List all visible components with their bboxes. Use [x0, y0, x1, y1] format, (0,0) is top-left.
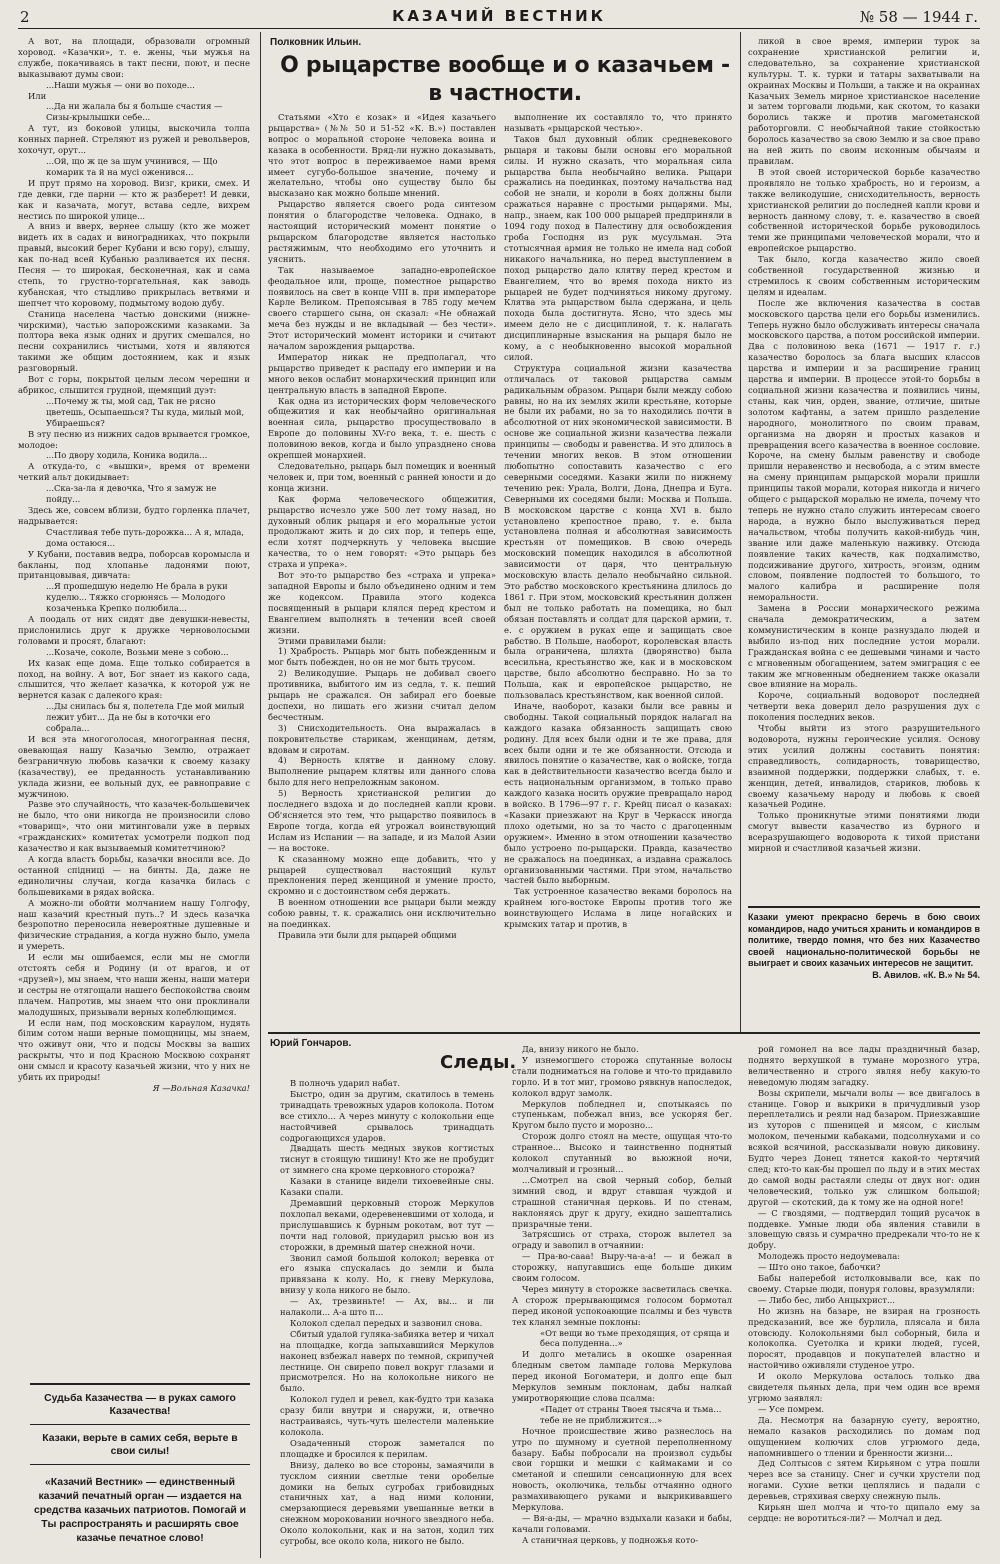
paragraph: Император никак не предполагал, что рыцарство приведет к распаду его империи и на много веков ослабит монархический принцип или центральную власть в западной Европе. — [268, 351, 496, 395]
paragraph: — Што оно такое, бабочки? — [758, 1262, 881, 1273]
paragraph: рой гомонел на все лады праздничный базар, поднято верхушкой в тумане морозного утра, величественно и строго являя небу какую-то неведомую людям загадку. — [748, 1044, 980, 1087]
paragraph: Рыцарство является своего рода синтезом понятия о благородстве человека. Однако, в настоящий исторический момент понятие о рыцарском благородстве является настолько растяжимым, что необходимо его уточнить и уяснить. — [268, 199, 496, 264]
paragraph: И около Меркулова осталось только два свидетеля пьяных дела, при чем один все время угрюмо заявлял: — [748, 1371, 980, 1403]
paragraph: ...Смотрел на свой черный собор, белый зимний свод, и вдруг ставшая чуждой и страшной станичная церковь. И по стенам, наклоняясь друг к другу, ехидно зашептались призрачные тени. — [512, 1174, 732, 1229]
paragraph: 1) Храбрость. Рыцарь мог быть побежденным и мог быть побежден, но он не мог быть трусом. — [268, 646, 496, 668]
paragraph: И если нам, под московским караулом, нудять бiлим сотом наши верные помощницы, мы знаем, что оживут они, что и подсы Москвы за ваших раскрыты, что и под Красною Москвою сохранят они смысл и красоту казачьей жизни, что у них не убить их природы! — [18, 1017, 250, 1083]
paragraph: Ночное происшествие живо разнеслось на утро по шумному и суетной переполненному базару. Бабы побросали на произвол судьбы свои горшки и мешки с каймаками и со сметаной и спешили сенсационную для всех новость, околючика, тельбы отчаянно одного размахивающего руками и выкрикивавшего Меркулова. — [512, 1425, 732, 1513]
paragraph: Через минуту в сторожке засветилась свечка. А сторож прерывающимся голосом бормотал перед иконой успокоающие псалмы и без чувств тех кланял земные поклоны: — [512, 1283, 732, 1327]
quote-text: Казаки умеют прекрасно беречь в бою своих командиров, надо учиться хранить и командиров в политике, твердо помня, что без них Казачество своей национально-политической борьбы не выиграет и своих казачьих интересов не защитит. — [748, 912, 980, 969]
paragraph: Возы скрипели, мычали волы — все двигалось в станице. Говор и выкрики в причудливый узор переплетались и реяли над базаром. Приезжавшие из хуторов с пшеницей и мясом, с кислым молоком, печеными кабаками, подсолнухами и со всякой всячиной, рассказывали новую диковину. Будто через Донец тянется какой-то чертячий след; кто-то как-бы прошел по льду и в этих местах до самой воды растаяли следы от двух ног: один человеческий, только уж слишком большой; другой — скотский, да к тому же на одной ноге! — [748, 1087, 980, 1207]
paragraph: В полночь ударил набат. — [290, 1078, 401, 1088]
paragraph: Правила эти были для рыцарей общими — [278, 929, 457, 940]
paragraph: — Усе помрем. — [758, 1403, 825, 1414]
paragraph: ...Ды снилась бы я, полетела Где мой милый лежит убит... Да не бы в коточки его собрала... — [46, 701, 245, 734]
paragraph: И прут прямо на хоровод. Визг, крики, смех. И где девки, где парни — кто ж разберет! И девки, как и казачата, могут, встава седле, вихрем нестись по широкой улице... — [18, 177, 250, 221]
paragraph: ...Да ни жалала бы я больше счастия — Сизы-крылышки себе... — [46, 101, 223, 123]
paper-title: КАЗАЧИЙ ВЕСТНИК — [392, 7, 606, 25]
paragraph: Быстро, один за другим, скатилось в темень тринадцать тревожных ударов колокола. Потом все стихло... А через минуту с колокольни еще настойчивей срывалось тринадцать содрогающихся ударов. — [280, 1088, 494, 1143]
paragraph: Меркулов побледнел и, спотыкаясь по ступенькам, побежал вниз, все ускоряя бег. Кругом было пусто и морозно... — [512, 1098, 732, 1131]
paragraph: Замена в России монархического режима сначала демократическим, а затем коммунистическим в конце разнуздало людей и выбило из-под них последние устои морали. Гражданская война с ее дешевыми чинами и часто с мгновенным обогащением, затем эмиграция с ее таким же мгновенным обеднением также оказали свое влияние на мораль. — [748, 603, 980, 690]
article2-byline: Юрий Гончаров. — [270, 1038, 352, 1049]
paragraph: — Ах, трезвиньте! — Ах, вы... и ли налаколи... А-а што п... — [280, 1296, 494, 1318]
paragraph: Так устроенное казачество веками боролось на крайнем юго-востоке Европы против того же воинствующего Ислама в лице ногайских и крымских татар и против, в — [504, 886, 732, 930]
paragraph: В военном отношении все рыцари были между собою равны, т. к. сражались они исключительно на поединках. — [268, 897, 496, 930]
paragraph: Как одна из исторических форм человеческого общежития и как необычайно оригинальная военная сила, рыцарство просуществовало в Европе до половины XV-го века, т. е. шесть с половиною веков, когда и было упразднено снова окрепшей монархией. — [268, 395, 496, 461]
paragraph: Этими правилами были: — [278, 635, 387, 646]
paragraph: А тут, из боковой улицы, выскочила толпа конных парней. Стреляют из ружей и револьверов, хохочут, орут... — [18, 123, 250, 156]
paragraph: Бабы наперебой истолковывали все, как по своему. Старые люди, понуря головы, вразумляли: — [748, 1273, 980, 1294]
page-header — [18, 6, 980, 29]
avilov-quote — [748, 912, 980, 982]
paragraph: «От вещи во тьме преходящия, от сряща и беса полуденна...» — [540, 1327, 730, 1349]
paragraph: А откуда-то, с «вышки», время от времени четкий альт докидывает: — [18, 461, 250, 483]
article2-column-c — [748, 1044, 980, 1558]
paragraph: Затрясшись от страха, сторож вылетел за ограду и завопил в отчаянии: — [512, 1229, 732, 1251]
quote-rule-top — [748, 906, 980, 908]
paragraph: Разве это случайность, что казачек-большевичек не было, что они никогда не произносили слово «товарищ», что они митинговали уже в первых «гражданских» комитетах усмотрели подкоп под казачество и как вызываемый комитетчиною? — [18, 799, 250, 854]
quote-signature: В. Авилов. «К. В.» № 54. — [872, 969, 980, 980]
article1-column-a — [268, 112, 496, 1027]
paragraph: Молодежь просто недоумевала: — [758, 1251, 901, 1262]
paragraph: Так называемое западно-европейское феодальное или, проще, поместное рыцарство появилось на свет в конце VIII в. при императоре Карле Великом. Препоясывая в 785 году мечем своего старшего сына, он сказал: «Не обнажай меча без нужды и не вкладывай — без чести». Этот исторический момент историки и считают началом зарождения рыцарства. — [268, 264, 496, 352]
paragraph: Колокол гудел и ревел, как-будто три казака сразу били внутри и снаружи, и, отвечно настраиваясь, чуть-чуть шелестели маленькие колокола. — [280, 1394, 494, 1437]
issue-number: № 58 — 1944 г. — [859, 8, 978, 26]
paragraph: А когда власть борьбы, казачки вносили все. До останной спідниці — на бинты. Да, даже не единоличны случаи, когда казачка билась с большевиками в рядах войска. — [18, 853, 250, 897]
slogan-box-paper: «Казачий Вестник» — единственный казачий печатный орган — издается на средства казачьих патриотов. Помогай и Ты распространять и расширять свое казачье печатное слово! — [33, 1477, 247, 1544]
paragraph: Озадаченный сторож заметался по площадке и бросился к перилам. — [280, 1437, 494, 1459]
paragraph: ...Козаче, соколе, Возьми мене з собою... — [46, 646, 229, 657]
paragraph: А станичная церковь, у подножья кото- — [522, 1534, 699, 1545]
paragraph: Вот это-то рыцарство без «страха и упрека» западной Европы и было объединено одним и тем же кодексом. Правила этого кодекса посвященный в рыцари клялся перед крестом и Евангелием выполнять в течении всей своей жизни. — [268, 570, 496, 635]
paragraph: — С гвоздями, — подтвердил тощий русачок в поддевке. Умные люди оба явления ставили в зловещую связь и сумрачно предрекали что-то не к добру. — [748, 1207, 980, 1251]
paragraph: В эту песню из нижних садов врывается громкое, молодое: — [18, 428, 250, 450]
paragraph: Да, внизу никого не было. — [522, 1044, 639, 1054]
paragraph: ликой в свое время, империи турок за сохранение христианской религии и, следовательно, за сохранение христианской культуры. Т. к. турки и татары захватывали на окраинах Москвы и Польши, а также и на окраинах Казачьих Земель мирное христианское население и затем торговали людьми, как скотом, то казаки боролись также и против магометанской работорговли. С необычайной такие стойкостью боролось казачество за свою Землю и за свое право на ней жить по своим исконным обычаям и правилам. — [748, 36, 980, 166]
paragraph: 2) Великодушие. Рыцарь не добивал своего противника, выбитого им из седла, т. к. пеший рыцарь не сражался. Он забирал его боевые доспехи, но лишать его жизни считал делом бесчестным. — [268, 668, 496, 722]
slogan-box-fate: Судьба Казачества — в руках самого Казачества! — [44, 1393, 236, 1417]
paragraph: Я —Вольная Казачка! — [152, 1083, 250, 1093]
paragraph: В этой своей исторической борьбе казачество проявляло не только храбрость, но и героизм, а также великодушие, снисходительность, верность христианской религии до последней капли крови и верность данному слову, т. е. казачество в своей собственной исторической борьбе руководилось теми же принципами человеческой морали, что и европейское рыцарство. — [748, 166, 980, 254]
paragraph: ...Ска-за-ла я девочка, Что я замуж не пойду... — [46, 483, 217, 505]
paragraph: Казаки в станице видели тихоевейные сны. Казаки спали. — [280, 1176, 494, 1198]
paragraph: Статьями «Хто є козак» и «Идея казачьего рыцарства» (№№ 50 и 51-52 «К. В.») поставлен вопрос о моральной стороне человека воина и казака в особенности. Вряд-ли нужно доказывать, что этот вопрос в переживаемое нами время имеет сугубо-большое значение, почему и желательно, чтобы оно существу было бы высказано как можно больше мнений. — [268, 112, 496, 199]
paragraph: У Кубани, поставив ведра, поборсав коромысла и бакланы, под хлопанье ладонями поют, пританцовывая, дивчата: — [18, 548, 250, 581]
paragraph: — Либо бес, либо Анцыхрист... — [758, 1294, 895, 1305]
paragraph: 5) Верность христианской религии до последнего вздоха и до последней капли крови. Об'ясняется это тем, что рыцарство появилось в Европе тогда, когда ей угрожал воинствующий Ислам из Испании — на западе, и из Малой Азии — на востоке. — [268, 788, 496, 853]
paragraph: Колокол сделал передых и зазвонил снова. — [290, 1317, 483, 1328]
paragraph: Следовательно, рыцарь был помещик и военный человек и, при том, военный с ранней юности и до конца жизни. — [268, 461, 496, 493]
article1-column-b — [504, 112, 732, 1027]
paragraph: Иначе, наоборот, казаки были все равны и свободны. Такой социальный порядок налагал на каждого казака обязанность защищать свою родину. Для всех были одни и те же права, для всех были одни и те же обязанности. Отсюда и явилось понятие о казачестве, как о войске, тогда как в действительности казачество всегда было и есть национальным организмом, в только право каждого казака носить оружие превращало народ в войско. В 1796—97 г. г. Крейц писал о казаках: «Казаки приезжают на Круг в Черкасск иногда плохо одетыми, но за то часто с драгоценным оружием». Именно в этом отношении казачество было устроено по-рыцарски. Правда, казачество не сражалось на поединках, а издавна сражалось организованными частями. При этом, начальство частей было выборным. — [504, 700, 732, 886]
paragraph: Так было, когда казачество жило своей собственной государственной жизнью и стремилось к своим собственным историческим целям и идеалам. — [748, 254, 980, 297]
paragraph: Да. Несмотря на базарную суету, вероятно, немало казаков расходились по домам под ощущением колючих слов угрюмого деда, напомнившего о тлении и бренности жизни... — [748, 1414, 980, 1458]
paragraph: Сбитый удалой гуляка-забияка ветер и чихал на площадке, когда запыхавшийся Меркулов наконец взбежал наверх по темной, скрипучей лестнице. Он свирепо повел вокруг глазами и присмотрелся. Но на колокольне никого не было. — [280, 1328, 494, 1394]
article2-headline: Следы. — [440, 1052, 517, 1073]
paragraph: А вот, на площади, образовали огромный хоровод. «Казачки», т. е. жены, чьи мужья на службе, покачиваясь в такт песни, поют, и песне выказывают думы свои: — [18, 36, 250, 79]
paragraph: Структура социальной жизни казачества отличалась от таковой рыцарства самым радикальным образом. Рыцари были между собою равны, но на их землях жили крестьяне, которые не были их рабами, но за то находились почти в абсолютной от них экономической зависимости. В основе же социальной жизни казачества лежали принципы — свободы и равенства. И это длилось в течении многих веков. В этом отношении любопытно сопоставить казачество с его северными соседями. Казаки жили по нижнему течению рек: Урала, Волги, Дона, Днепра и Буга. Северными их соседями были: Москва и Польша. В московском царстве с конца XVI в. было установлено крепостное право, т. е. была установлена полная и абсолютная зависимость крестьян от помещиков. В свою очередь московский помещик находился в абсолютной зависимости от царя, что центральную московскую власть делало необычайно сильной. Это рабство московского крестьянина длилось до 1861 г. При этом, московский крестьянин должен был не только работать на помещика, но был обязан поставлять и солдат для царской армии, т. е. с оружием в руках еще и защищать свое рабство. В Польше, наоборот, королевская власть была ограничена, шляхта (дворянство) была всесильна, крестьянство же, как и в московском царстве, было абсолютно бесправно. Но за то Польша, как и европейское рыцарство, не пользовалась крестьянством, как военной силой. — [504, 362, 732, 701]
paragraph: А можно-ли обойти молчанием нашу Голгофу, наш казачий крестный путь..? И здесь казачка безропотно переносила невероятные душевные и физические страдания, а когда нужно было, умела и умереть. — [18, 897, 250, 952]
paragraph: Вот с горы, покрытой целым лесом черешни и абрикос, слышится грудной, щемящий дуэт: — [18, 374, 250, 395]
paragraph: ...Наши мужья — они во походе... — [46, 79, 195, 90]
slogan-rule-1 — [30, 1424, 250, 1425]
paragraph: Дед Солтысов с зятем Кирьяном с утра пошли через все за станицу. Снег и сучки хрустели под ногами. Сухие ветки цеплялись и падали с деревьев, стряхивая сверху снежную пыль. — [748, 1458, 980, 1502]
paragraph: Счастливая тебе путь-дорожка... А я, млада, дома остаюся... — [46, 526, 245, 548]
paragraph: Звонил самой большой колокол; веревка от его языка спускалась до земли и была привязана к колу. Но, к гневу Меркулова, внизу у кола никого не было. — [280, 1252, 494, 1296]
article2-column-a — [280, 1078, 494, 1558]
paragraph: Кирьян шел молча и что-то щипало ему за сердце: не воротиться-ли? — Молчал и дед. — [748, 1502, 980, 1523]
paragraph: Таков был духовный облик средневекового рыцаря и таковы были основы его моральной силы. И нужно сказать, что моральная сила рыцарства была необычайно велика. Рыцари сражались на поединках, поэтому начальства над собой не знали, и короли в боях должны были сражаться наравне с простыми рыцарями. Мы, напр., знаем, как 100 000 рыцарей предприняли в 1094 году поход в Палестину для освобождения гроба Господня из рук мусульман. Эта стотысячная армия не только не имела над собой никакого начальника, но перед выступлением в поход рыцарство дало клятву перед крестом и Евангелием, что во время похода никто из рыцарей не будет подчиняться никому другому. Клятва эта рыцарством была сдержана, и цель похода была достигнута. Ясно, что здесь мы имеем дело не с дисциплиной, т. к. налагать дисциплинарные взыскания на рыцаря было не кому, а с необыкновенно высокой моральной силой. — [504, 133, 732, 362]
paragraph: ...Я прошедшую неделю Не брала в руки куделю... Тяжко сгорюнясь — Молодого козаченька Крепко полюбила... — [46, 581, 228, 614]
paragraph: 3) Снисходительность. Она выражалась в покровительстве старикам, женщинам, детям, вдовам и сиротам. — [268, 722, 496, 755]
paragraph: А вниз и вверх, вернее слышу (кто же может видеть их в садах и виноградниках, что покрыли правый, высокий берег Кубани и всю гору), слышу, как по-над всей Кубанью разливается их песня. Песня — то широкая, бесконечная, как и сама степь, то грустно-торгательная, как заводь кубанская, что стыдливо прикрылась ветвями и шепчет что коровому, подмытому водою дубу. — [18, 221, 250, 308]
paragraph: — Пра-во-сааа! Выру-ча-а-а! — и бежал в сторожку, напугавшись еще больше диким своим голосом. — [512, 1251, 732, 1284]
paragraph: ...Почему ж ты, мой сад, Так не рясно цветешь, Осыпаешься? Ты куда, милый мой, Убираешься? — [46, 395, 245, 428]
paragraph: И долго метались в окошке озаренная бледным светом лампаде голова Меркулова перед иконой Богоматери, и долго еще был Меркулов земным поклонам, дабы налкай умиротворяющие слова псалма: — [512, 1349, 732, 1403]
articles-separator — [268, 1032, 980, 1034]
paragraph: «Падет от страны Твоея тысяча и тьма... тебе не не приближится...» — [540, 1403, 722, 1425]
paragraph: И вся эта многоголосая, многогранная песня, овевающая нашу Казачью Землю, отражает безграничную любовь казачки к своему казаку (казачеству), ее преданность устанавливанию уклада жизни, ее вольный дух, ее равноправие с мужчиною. — [18, 734, 250, 799]
paragraph: Как форма человеческого общежития, рыцарство исчезло уже 500 лет тому назад, но духовный облик рыцаря и его моральные устои продолжают жить и до сих пор, и теперь еще, если хотят подчеркнуть у человека высшие качества, то о нем говорят: «Это рыцарь без страха и упрека». — [268, 493, 496, 570]
paragraph: — Вя-а-ды, — мрачно вздыхали казаки и бабы, качали головами. — [512, 1512, 732, 1534]
article1-headline: О рыцарстве вообще и о казачьем - в частности. — [280, 53, 730, 106]
paragraph: 4) Верность клятве и данному слову. Выполнение рыцарем клятвы или данного слова было для него непреложным законом. — [268, 755, 496, 788]
paragraph: Двадцать шесть медных звуков когтистых тиснут в стоящую тишину! Кто же не пробудит от зимнего сна кроме церковного сторожа? — [280, 1143, 494, 1176]
article1-byline: Полковник Ильин. — [270, 37, 362, 48]
column-divider-left — [260, 32, 261, 1558]
paragraph: Или — [28, 90, 47, 101]
paragraph: выполнение их составляло то, что принято называть «рыцарской честью». — [504, 112, 732, 133]
left-boxes-rule — [30, 1383, 250, 1385]
page-number: 2 — [20, 8, 30, 26]
paragraph: Только проникнутые этими понятиями люди смогут вывести казачество из бурного и всеразрушающего водоворота к тихой пристани мирной и счастливой казачьей жизни. — [748, 810, 980, 854]
paragraph: Здесь же, совсем вблизи, будто горленка плачет, надрывается: — [18, 504, 250, 526]
paragraph: Чтобы выйти из этого разрушительного водоворота, нужны героические усилия. Основу этих усилий должны составить понятия: справедливость, солидарность, товарищество, взаимной поддержки, поддержки слабых, т. е. женщин, детей, инвалидов, стариков, любовь к своему казачьему народу и любовь к своей казачьей Родине. — [748, 723, 980, 810]
article2-column-b — [512, 1044, 732, 1558]
paragraph: Внизу, далеко во все стороны, замаячили в тусклом сиянии светлые тени оробелые домики на белых сугробах грибовидных станичных хат, а над ними колонии, смерзающиеся деревьями увешанные ветки в снежном мороковании ночного звездного неба. Около колокольни, как и на затон, ходил тих сугробы, все около кола, никого не было. — [280, 1459, 494, 1547]
paragraph: ...По двору ходила, Коника водила... — [46, 450, 208, 461]
article1-column-c — [748, 36, 980, 896]
column-left-article — [18, 36, 250, 1380]
paragraph: Сторож долго стоял на месте, ощущая что-то странное... Высоко и таинственно поднятый колокол спутанный во вьюжной ночи, молчаливый и грозный... — [512, 1131, 732, 1174]
slogan-rule-2 — [30, 1464, 250, 1465]
paragraph: А поодаль от них сидят две девушки-невесты, прислонились друг к дружке черноволосыми головами и просят, благают: — [18, 614, 250, 646]
column-divider-right — [740, 32, 741, 1032]
paragraph: Станица населена частью донскими (нижне-чирскими), частью запорожскими казаками. За полтора века язык одних и других смешался, но песни сохранились чистыми, хотя и являются такими же общим достоянием, как и язык разговорный. — [18, 308, 250, 374]
paragraph: После же включения казачества в состав московского царства цели его борьбы изменились. Теперь нужно было обслуживать интересы сначала московского царства, а потом российской империи. Два с половиною века (1671 — 1917 г. г.) казачество боролось за блага высших классов царства и империи и за расширение границ царства и империи. В процессе этой-то борьбы в социальной жизни казачества и появились чины, станы, как чин, орден, звание, отличие, шитые золотом кафтаны, а затем пришло разделение народного, монолитного по своим правам, организма на дворян и простых казаков и превращения всего казачества в военное сословие. Короче, на смену былым равенству и свободе пришли неравенство и несвобода, а с этим вместе на смену принципам рыцарской морали пришли принципы такой морали, которая никогда и ничего общего с рыцарской моралью не имела, почему что теперь не нужно стало служить интересам своего народа, а нужно было выслуживаться перед начальством, чтобы получить какой-нибудь чин, звание или даже маленькую наживку. Отсюда появление таких качеств, как подхалимство, подсиживание другого, хитрость, эгоизм, одним словом, появление подлостей то большого, то малого калибра и расширение поля неморальности. — [748, 297, 980, 603]
paragraph: Короче, социальный водоворот последней четверти века доверил дело разрушения дух с поколения последних веков. — [748, 690, 980, 723]
paragraph: Но жизнь на базаре, не взирая на грозность предсказаний, все же бурлила, плясала и била отовсюду. Колокольнями был соборный, била и колоколка. Суетолка и крики людей, гусей, поросят, продавцов и покупателей властно и настойчиво оживляли студеное утро. — [748, 1305, 980, 1371]
paragraph: И если мы ошибаемся, если мы не смогли отстоять себя и Родину (и от врагов, и от «друзей»), мы знаем, что наши жены, наши матери и сестры не отягощали нашего беспокойства своим плачем. Напротив, мы знаем что они проклинали малодушных, призывали верных колеблющимся. — [18, 952, 250, 1017]
paragraph: Дремавший церковный сторож Меркулов похлопал веками, одеревеневшими от холода, и прислушавшись к бурным рокотам, вот тут — почти над головой, приударил рысью вон из сторожки, в дремный шатер снежной ночи. — [280, 1197, 494, 1252]
paragraph: ...Ой, що ж це за шум учинився, — Що комарик та й на мусі оженився... — [46, 155, 218, 177]
paragraph: У изнемогшего сторожа спутанные волосы стали подниматься на голове и что-то придавило горло. И в тот миг, громово рявкнув напоследок, колокол вдруг замолк. — [512, 1054, 732, 1098]
paragraph: К сказанному можно еще добавить, что у рыцарей существовал настоящий культ преклонения перед женщиной и умение просто, скромно и с достоинством себя держать. — [268, 853, 496, 897]
paragraph: Их казак еще дома. Еще только собирается в поход, на войну. А вот, Бог знает из какого сада, слышится, что желает казачка, к которой уж не вернется казак с далекого края: — [18, 657, 250, 701]
slogan-box-believe: Казаки, верьте в самих себя, верьте в свои силы! — [42, 1433, 238, 1457]
